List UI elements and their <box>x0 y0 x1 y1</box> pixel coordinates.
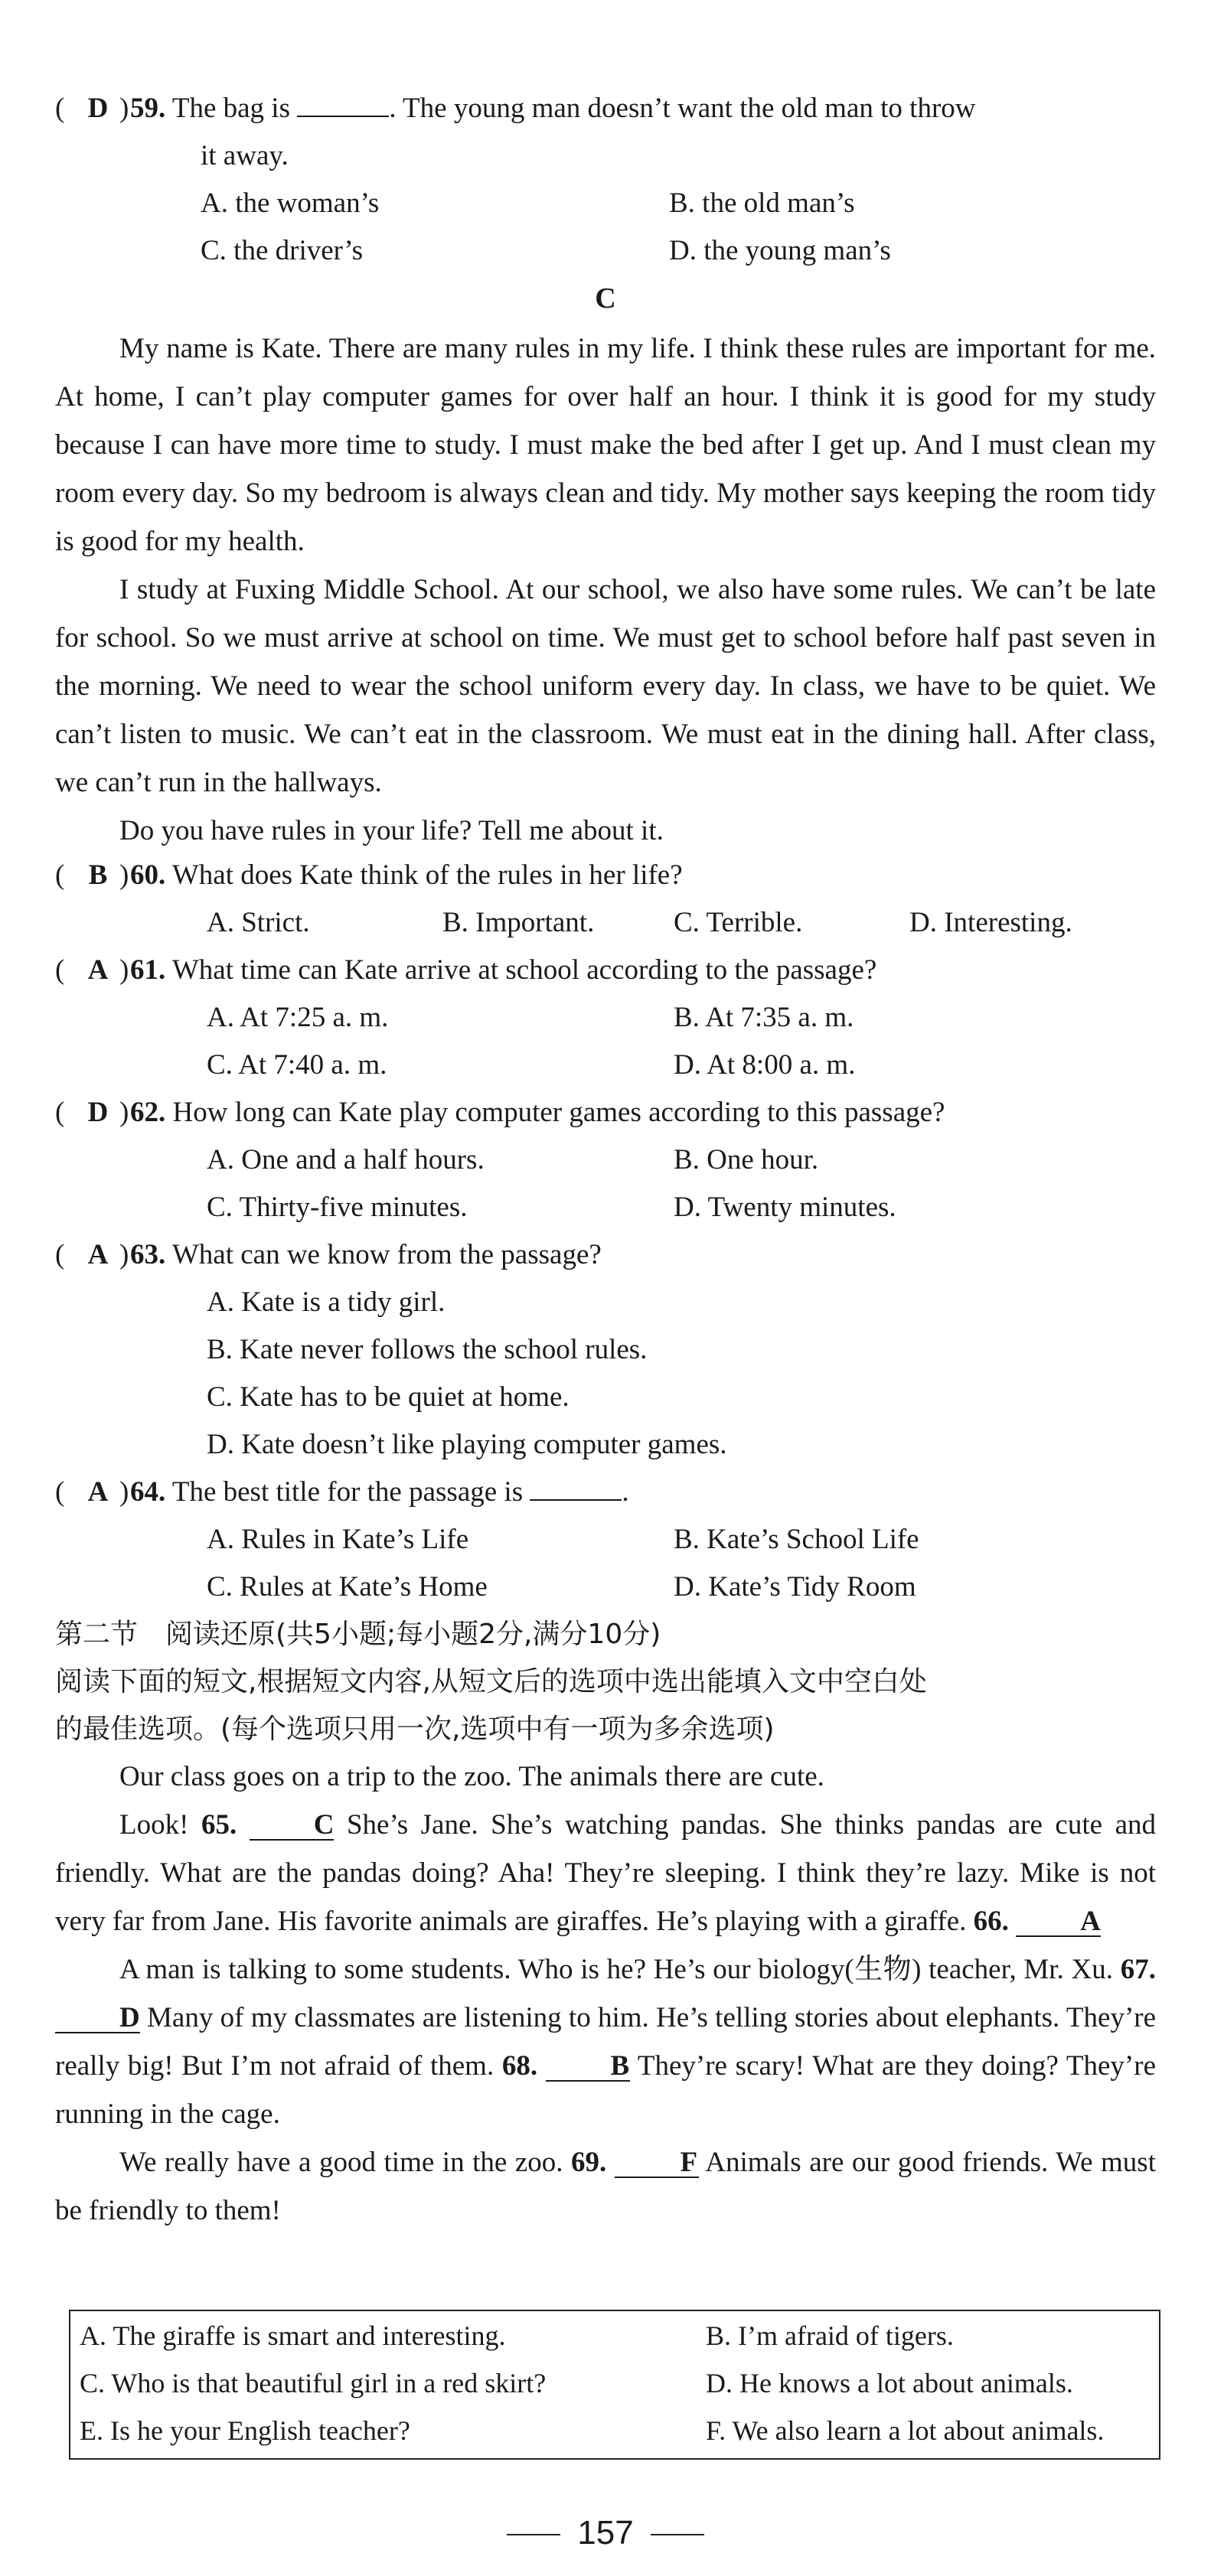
answer-63: A <box>87 1239 109 1270</box>
answer-65: C <box>250 1811 335 1841</box>
answer-64: A <box>87 1476 109 1508</box>
answer-68: B <box>546 2053 630 2082</box>
option: A. One and a half hours. <box>207 1144 485 1176</box>
option: C. At 7:40 a. m. <box>207 1049 387 1081</box>
option: C. Terrible. <box>674 907 803 938</box>
dash-left <box>507 2534 560 2535</box>
box-option: A. The giraffe is smart and interesting. <box>80 2320 506 2351</box>
box-option: B. I’m afraid of tigers. <box>706 2320 954 2351</box>
option: B. Kate never follows the school rules. <box>207 1334 648 1365</box>
option: D. Kate doesn’t like playing computer games. <box>207 1429 727 1460</box>
passage-paragraph: Look! 65. C She’s Jane. She’s watching pandas. She thinks pandas are cute and friendly. What are the pandas doing? Aha! They’re sleeping. I think they’re lazy. Mike is not very far from Jane. His favorite animals are giraffes. He’s playing with a giraffe. 66. A <box>55 1809 1156 1937</box>
box-option: E. Is he your English teacher? <box>80 2415 410 2446</box>
option: D. the young man’s <box>669 235 891 266</box>
question-59: ( D )59. The bag is . The young man doesn’t want the old man to throw <box>55 93 976 124</box>
option: B. Important. <box>442 907 595 938</box>
cloze-passage <box>55 1753 1156 2235</box>
box-option: C. Who is that beautiful girl in a red skirt? <box>80 2368 547 2398</box>
option: D. Interesting. <box>909 907 1072 938</box>
option: B. At 7:35 a. m. <box>674 1002 854 1033</box>
section-title-c: C <box>595 282 616 315</box>
passage-paragraph: Our class goes on a trip to the zoo. The animals there are cute. <box>119 1761 824 1792</box>
section-two-instructions-line2: 的最佳选项。(每个选项只用一次,选项中有一项为多余选项) <box>55 1714 775 1745</box>
passage-paragraph: I study at Fuxing Middle School. At our school, we also have some rules. We can’t be late for school. So we must arrive at school on time. We must get to school before half past seven in the morning. We need to wear the school uniform every day. In class, we have to be quiet. We can’t listen to music. We can’t eat in the classroom. We must eat in the dining hall. After class, we can’t run in the hallways. <box>55 574 1156 798</box>
option: C. Kate has to be quiet at home. <box>207 1381 570 1413</box>
option: A. Rules in Kate’s Life <box>207 1524 469 1555</box>
section-two-heading: 第二节 阅读还原(共5小题;每小题2分,满分10分) <box>55 1619 661 1650</box>
page-number: 157 <box>0 2514 1211 2552</box>
option: C. the driver’s <box>201 235 364 266</box>
blank <box>297 93 389 117</box>
options-box <box>69 2310 1160 2460</box>
box-option: D. He knows a lot about animals. <box>706 2368 1073 2398</box>
option: A. the woman’s <box>201 187 380 219</box>
question-64: ( A )64. The best title for the passage is . <box>55 1476 629 1508</box>
answer-67: D <box>55 2004 140 2033</box>
option: C. Thirty-five minutes. <box>207 1192 468 1223</box>
answer-61: A <box>87 954 109 986</box>
option: D. At 8:00 a. m. <box>674 1049 856 1081</box>
answer-69: F <box>615 2149 699 2178</box>
option: C. Rules at Kate’s Home <box>207 1571 488 1603</box>
question-61: ( A )61. What time can Kate arrive at school according to the passage? <box>55 954 877 986</box>
answer-62: D <box>87 1097 109 1128</box>
answer-60: B <box>88 859 108 891</box>
answer-59: D <box>87 93 109 124</box>
passage-paragraph: Do you have rules in your life? Tell me about it. <box>119 815 664 846</box>
option: D. Kate’s Tidy Room <box>674 1571 916 1603</box>
question-63: ( A )63. What can we know from the passage? <box>55 1239 602 1270</box>
question-60: ( B )60. What does Kate think of the rules in her life? <box>55 859 683 891</box>
passage-c <box>55 324 1156 855</box>
section-two-instructions-line1: 阅读下面的短文,根据短文内容,从短文后的选项中选出能填入文中空白处 <box>55 1666 927 1697</box>
question-59-stem-continued: it away. <box>201 140 289 171</box>
option: A. Kate is a tidy girl. <box>207 1286 446 1318</box>
option: A. Strict. <box>207 907 310 938</box>
option: B. the old man’s <box>669 187 855 219</box>
option: A. At 7:25 a. m. <box>207 1002 389 1033</box>
option: B. Kate’s School Life <box>674 1524 919 1555</box>
dash-right <box>651 2534 704 2535</box>
option: B. One hour. <box>674 1144 819 1176</box>
question-62: ( D )62. How long can Kate play computer games according to this passage? <box>55 1097 945 1128</box>
box-option: F. We also learn a lot about animals. <box>706 2415 1105 2446</box>
passage-paragraph: We really have a good time in the zoo. 69. F Animals are our good friends. We must be friendly to them! <box>55 2147 1156 2226</box>
passage-paragraph: My name is Kate. There are many rules in my life. I think these rules are important for me. At home, I can’t play computer games for over half an hour. I think it is good for my study because I can have more time to study. I must make the bed after I get up. And I must clean my room every day. So my bedroom is always clean and tidy. My mother says keeping the room tidy is good for my health. <box>55 333 1156 557</box>
answer-66: A <box>1016 1908 1101 1937</box>
blank <box>530 1476 622 1501</box>
passage-paragraph: A man is talking to some students. Who is he? He’s our biology(生物) teacher, Mr. Xu. 67. D Many of my classmates are listening to him. He’s telling stories about elephants. They’re really big! But I’m not afraid of them. 68. B They’re scary! What are they doing? They’re running in the cage. <box>55 1954 1157 2130</box>
option: D. Twenty minutes. <box>674 1192 896 1223</box>
